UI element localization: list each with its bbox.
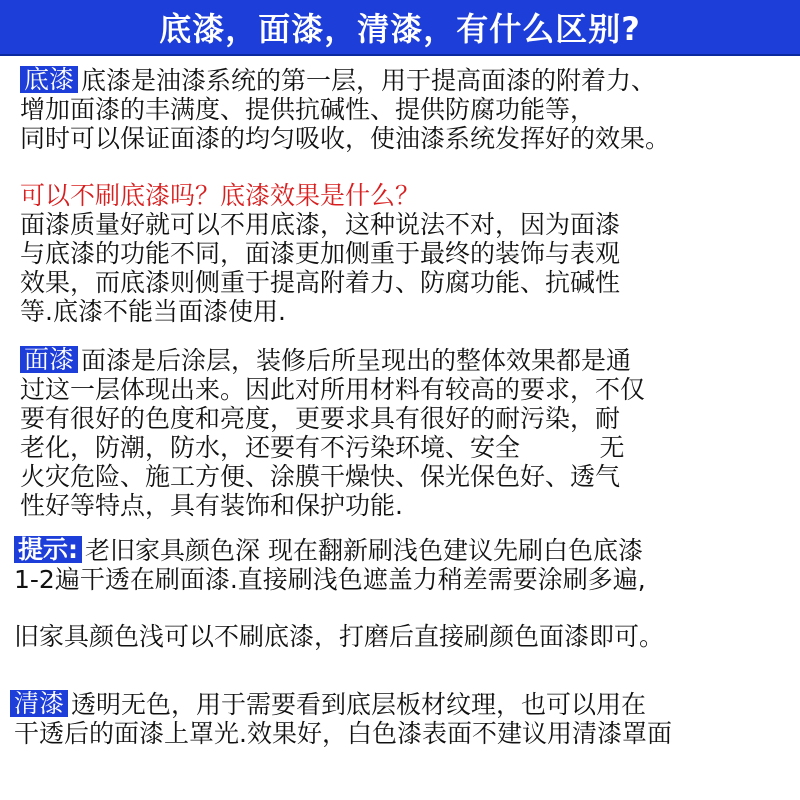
- primer-line-1: [0, 66, 800, 95]
- question-section: [0, 181, 800, 326]
- tip-section: [0, 536, 800, 594]
- primer-line-2: 增加面漆的丰满度、提供抗碱性、提供防腐功能等，: [20, 95, 596, 124]
- clearcoat-tag: 清漆: [10, 690, 68, 717]
- question-line-1: 面漆质量好就可以不用底漆，这种说法不对，因为面漆: [20, 210, 621, 239]
- clearcoat-section: [0, 690, 800, 748]
- primer-line-3: 同时可以保证面漆的均匀吸收，使油漆系统发挥好的效果。: [20, 124, 671, 153]
- tip-line-2: 1-2遍干透在刷面漆.直接刷浅色遮盖力稍差需要涂刷多遍,: [14, 565, 646, 594]
- primer-tag: 底漆: [20, 66, 78, 93]
- topcoat-text-1: 面漆是后涂层，装修后所呈现出的整体效果都是通: [81, 346, 632, 375]
- question-line-3: 效果，而底漆则侧重于提高附着力、防腐功能、抗碱性: [20, 268, 621, 297]
- topcoat-line-1: [0, 346, 800, 375]
- topcoat-line-5: 火灾危险、施工方便、涂膜干燥快、保光保色好、透气: [20, 462, 621, 491]
- clearcoat-line-2: 干透后的面漆上罩光.效果好，白色漆表面不建议用清漆罩面: [14, 719, 672, 748]
- clearcoat-text-1: 透明无色，用于需要看到底层板材纹理，也可以用在: [71, 690, 647, 719]
- clearcoat-line-1: [0, 690, 800, 719]
- question-line-2: 与底漆的功能不同，面漆更加侧重于最终的装饰与表观: [20, 239, 621, 268]
- topcoat-line-6: 性好等特点，具有装饰和保护功能.: [20, 491, 403, 520]
- primer-section: [0, 66, 800, 153]
- topcoat-section: [0, 346, 800, 520]
- tip-line-1: [0, 536, 800, 565]
- tip-line-3: 旧家具颜色浅可以不刷底漆，打磨后直接刷颜色面漆即可。: [14, 622, 665, 651]
- topcoat-line-4: 老化，防潮，防水，还要有不污染环境、安全 无: [20, 433, 625, 462]
- topcoat-line-3: 要有很好的色度和亮度，更要求具有很好的耐污染，耐: [20, 404, 621, 433]
- tip-text-1: 老旧家具颜色深 现在翻新刷浅色建议先刷白色底漆: [85, 536, 643, 565]
- question-heading: 可以不刷底漆吗？底漆效果是什么？: [20, 181, 421, 210]
- question-line-4: 等.底漆不能当面漆使用.: [20, 297, 286, 326]
- primer-text-1: 底漆是油漆系统的第一层，用于提高面漆的附着力、: [81, 66, 657, 95]
- tip-tag: 提示:: [14, 536, 82, 563]
- page-title: 底漆，面漆，清漆，有什么区别?: [0, 0, 800, 56]
- topcoat-line-2: 过这一层体现出来。因此对所用材料有较高的要求，不仅: [20, 375, 646, 404]
- tip-note: [0, 622, 800, 651]
- topcoat-tag: 面漆: [20, 346, 78, 373]
